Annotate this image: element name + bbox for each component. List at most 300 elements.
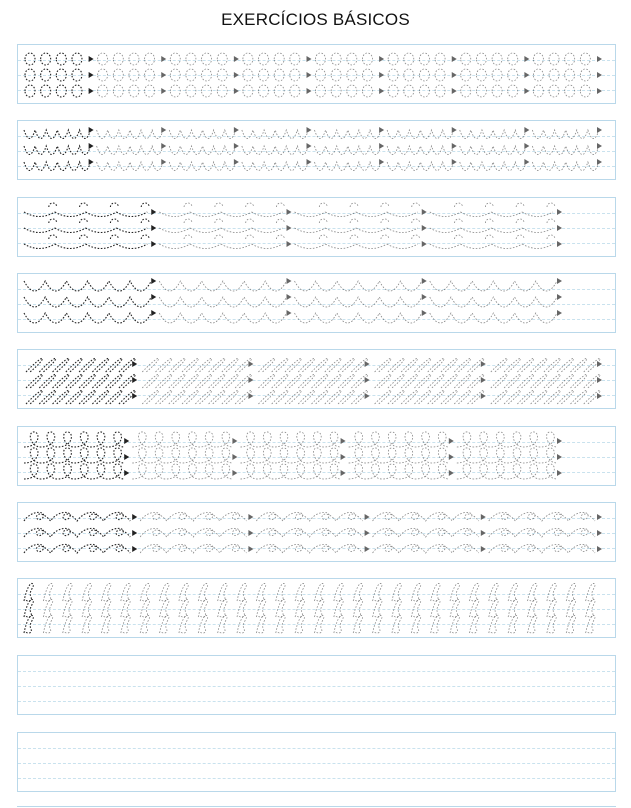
tracing-stroke: [547, 615, 556, 633]
tracing-stroke: [159, 235, 284, 249]
tracing-stroke: [388, 53, 445, 65]
direction-arrow: [151, 225, 156, 231]
tracing-stroke: [392, 615, 401, 633]
tracing-stroke: [532, 162, 599, 171]
direction-arrow: [232, 470, 237, 476]
direction-arrow: [379, 72, 384, 78]
tracing-stroke: [491, 390, 600, 404]
direction-arrow: [161, 143, 166, 149]
tracing-stroke: [121, 615, 130, 633]
direction-arrow: [287, 225, 292, 231]
tracing-stroke: [160, 615, 169, 633]
direction-arrow: [307, 159, 312, 165]
tracing-stroke: [240, 448, 340, 463]
tracing-stroke: [532, 130, 599, 139]
direction-arrow: [365, 361, 370, 367]
direction-arrow: [557, 454, 562, 460]
direction-arrow: [597, 393, 602, 399]
direction-arrow: [365, 393, 370, 399]
practice-band-2: [17, 120, 616, 180]
tracing-pattern: [18, 274, 615, 332]
tracing-stroke: [461, 85, 518, 97]
tracing-stroke: [528, 615, 537, 633]
tracing-stroke: [469, 599, 478, 617]
bottom-divider: [17, 806, 616, 807]
tracing-stroke: [276, 615, 285, 633]
tracing-stroke: [258, 358, 367, 372]
tracing-stroke: [159, 313, 286, 323]
direction-arrow: [89, 72, 94, 78]
direction-arrow: [449, 470, 454, 476]
direction-arrow: [597, 127, 602, 133]
tracing-stroke: [508, 615, 517, 633]
tracing-stroke: [24, 235, 149, 249]
tracing-stroke: [315, 583, 324, 601]
tracing-stroke: [457, 464, 557, 479]
tracing-stroke: [140, 544, 246, 553]
tracing-stroke: [489, 615, 498, 633]
tracing-stroke: [63, 583, 72, 601]
practice-band-7: [17, 502, 616, 562]
tracing-stroke: [491, 374, 600, 388]
direction-arrow: [422, 278, 427, 284]
practice-band-8: [17, 578, 616, 638]
tracing-stroke: [218, 599, 227, 617]
tracing-stroke: [373, 512, 479, 521]
tracing-stroke: [431, 583, 440, 601]
direction-arrow: [161, 88, 166, 94]
tracing-stroke: [353, 615, 362, 633]
direction-arrow: [452, 159, 457, 165]
tracing-stroke: [140, 599, 149, 617]
tracing-stroke: [316, 69, 373, 81]
direction-arrow: [365, 377, 370, 383]
tracing-stroke: [132, 448, 232, 463]
tracing-stroke: [25, 69, 82, 81]
tracing-stroke: [26, 374, 135, 388]
direction-arrow: [234, 143, 239, 149]
tracing-pattern: [18, 656, 615, 714]
practice-band-4: [17, 273, 616, 333]
direction-arrow: [151, 209, 156, 215]
tracing-stroke: [243, 53, 300, 65]
direction-arrow: [234, 56, 239, 62]
tracing-stroke: [179, 583, 188, 601]
tracing-stroke: [218, 583, 227, 601]
direction-arrow: [307, 88, 312, 94]
tracing-stroke: [256, 544, 362, 553]
tracing-stroke: [237, 599, 246, 617]
direction-arrow: [524, 127, 529, 133]
tracing-stroke: [469, 583, 478, 601]
direction-arrow: [132, 377, 137, 383]
tracing-pattern: [18, 503, 615, 561]
tracing-stroke: [243, 85, 300, 97]
tracing-stroke: [24, 313, 151, 323]
direction-arrow: [452, 72, 457, 78]
tracing-stroke: [373, 583, 382, 601]
tracing-stroke: [258, 374, 367, 388]
direction-arrow: [287, 278, 292, 284]
tracing-stroke: [169, 146, 236, 155]
tracing-stroke: [566, 583, 575, 601]
tracing-stroke: [179, 615, 188, 633]
direction-arrow: [481, 361, 486, 367]
tracing-stroke: [132, 464, 232, 479]
direction-arrow: [307, 143, 312, 149]
tracing-stroke: [295, 297, 422, 307]
direction-arrow: [248, 530, 253, 536]
tracing-stroke: [170, 85, 227, 97]
tracing-stroke: [430, 235, 555, 249]
direction-arrow: [597, 546, 602, 552]
direction-arrow: [557, 470, 562, 476]
direction-arrow: [557, 209, 562, 215]
direction-arrow: [452, 56, 457, 62]
tracing-stroke: [532, 146, 599, 155]
tracing-stroke: [469, 615, 478, 633]
tracing-stroke: [586, 615, 595, 633]
tracing-stroke: [142, 374, 251, 388]
tracing-stroke: [349, 448, 449, 463]
tracing-stroke: [142, 358, 251, 372]
direction-arrow: [89, 56, 94, 62]
direction-arrow: [481, 514, 486, 520]
tracing-stroke: [24, 203, 149, 217]
direction-arrow: [341, 438, 346, 444]
tracing-stroke: [24, 528, 130, 537]
tracing-stroke: [450, 599, 459, 617]
direction-arrow: [597, 159, 602, 165]
tracing-stroke: [97, 130, 164, 139]
tracing-stroke: [295, 203, 420, 217]
direction-arrow: [379, 143, 384, 149]
tracing-stroke: [24, 297, 151, 307]
tracing-stroke: [461, 69, 518, 81]
tracing-stroke: [140, 512, 246, 521]
tracing-stroke: [533, 53, 590, 65]
tracing-stroke: [457, 448, 557, 463]
tracing-stroke: [295, 281, 422, 291]
tracing-stroke: [218, 615, 227, 633]
tracing-stroke: [98, 69, 155, 81]
tracing-stroke: [508, 599, 517, 617]
tracing-stroke: [97, 146, 164, 155]
tracing-stroke: [142, 390, 251, 404]
direction-arrow: [481, 530, 486, 536]
direction-arrow: [557, 438, 562, 444]
direction-arrow: [89, 88, 94, 94]
tracing-stroke: [24, 432, 124, 447]
tracing-stroke: [24, 448, 124, 463]
tracing-stroke: [25, 53, 82, 65]
tracing-stroke: [411, 583, 420, 601]
direction-arrow: [89, 143, 94, 149]
tracing-stroke: [430, 297, 557, 307]
direction-arrow: [232, 454, 237, 460]
tracing-stroke: [373, 544, 479, 553]
tracing-stroke: [566, 599, 575, 617]
tracing-stroke: [586, 599, 595, 617]
tracing-pattern: [18, 45, 615, 103]
tracing-stroke: [43, 583, 52, 601]
tracing-stroke: [491, 358, 600, 372]
direction-arrow: [248, 393, 253, 399]
tracing-stroke: [24, 512, 130, 521]
tracing-pattern: [18, 733, 615, 791]
tracing-stroke: [489, 599, 498, 617]
direction-arrow: [151, 294, 156, 300]
tracing-pattern: [18, 579, 615, 637]
tracing-stroke: [430, 219, 555, 233]
direction-arrow: [234, 127, 239, 133]
tracing-stroke: [170, 69, 227, 81]
tracing-stroke: [237, 615, 246, 633]
direction-arrow: [234, 159, 239, 165]
tracing-stroke: [373, 599, 382, 617]
tracing-stroke: [160, 583, 169, 601]
tracing-stroke: [411, 615, 420, 633]
tracing-stroke: [430, 313, 557, 323]
tracing-stroke: [349, 432, 449, 447]
tracing-stroke: [82, 583, 91, 601]
direction-arrow: [597, 143, 602, 149]
tracing-stroke: [24, 464, 124, 479]
direction-arrow: [132, 514, 137, 520]
tracing-stroke: [528, 599, 537, 617]
tracing-stroke: [316, 85, 373, 97]
tracing-stroke: [258, 390, 367, 404]
direction-arrow: [232, 438, 237, 444]
direction-arrow: [151, 241, 156, 247]
tracing-stroke: [315, 599, 324, 617]
direction-arrow: [524, 143, 529, 149]
direction-arrow: [597, 377, 602, 383]
direction-arrow: [161, 159, 166, 165]
tracing-stroke: [295, 599, 304, 617]
tracing-stroke: [387, 130, 454, 139]
tracing-stroke: [373, 528, 479, 537]
tracing-stroke: [387, 162, 454, 171]
tracing-stroke: [375, 390, 484, 404]
tracing-stroke: [430, 203, 555, 217]
tracing-pattern: [18, 427, 615, 485]
tracing-stroke: [24, 162, 91, 171]
tracing-stroke: [242, 130, 309, 139]
tracing-stroke: [159, 281, 286, 291]
direction-arrow: [287, 310, 292, 316]
direction-arrow: [287, 241, 292, 247]
direction-arrow: [452, 88, 457, 94]
tracing-stroke: [450, 583, 459, 601]
tracing-stroke: [256, 512, 362, 521]
tracing-stroke: [547, 583, 556, 601]
direction-arrow: [524, 88, 529, 94]
tracing-stroke: [276, 599, 285, 617]
direction-arrow: [132, 546, 137, 552]
tracing-stroke: [179, 599, 188, 617]
tracing-stroke: [159, 297, 286, 307]
direction-arrow: [234, 72, 239, 78]
tracing-stroke: [392, 583, 401, 601]
tracing-stroke: [276, 583, 285, 601]
tracing-stroke: [528, 583, 537, 601]
tracing-stroke: [375, 358, 484, 372]
tracing-stroke: [457, 432, 557, 447]
tracing-stroke: [24, 544, 130, 553]
direction-arrow: [422, 294, 427, 300]
direction-arrow: [234, 88, 239, 94]
tracing-stroke: [460, 130, 527, 139]
tracing-stroke: [170, 53, 227, 65]
direction-arrow: [524, 72, 529, 78]
tracing-stroke: [198, 583, 207, 601]
tracing-stroke: [237, 583, 246, 601]
direction-arrow: [481, 546, 486, 552]
tracing-stroke: [82, 615, 91, 633]
tracing-pattern: [18, 350, 615, 408]
direction-arrow: [557, 310, 562, 316]
direction-arrow: [557, 241, 562, 247]
direction-arrow: [341, 470, 346, 476]
tracing-stroke: [388, 85, 445, 97]
tracing-stroke: [353, 599, 362, 617]
tracing-stroke: [430, 281, 557, 291]
tracing-stroke: [431, 615, 440, 633]
tracing-stroke: [242, 146, 309, 155]
direction-arrow: [422, 241, 427, 247]
direction-arrow: [597, 530, 602, 536]
direction-arrow: [248, 377, 253, 383]
direction-arrow: [422, 310, 427, 316]
direction-arrow: [452, 143, 457, 149]
tracing-stroke: [373, 615, 382, 633]
tracing-stroke: [198, 615, 207, 633]
tracing-stroke: [431, 599, 440, 617]
direction-arrow: [89, 159, 94, 165]
direction-arrow: [597, 88, 602, 94]
practice-band-3: [17, 197, 616, 257]
practice-band-6: [17, 426, 616, 486]
direction-arrow: [557, 294, 562, 300]
tracing-stroke: [411, 599, 420, 617]
tracing-stroke: [586, 583, 595, 601]
direction-arrow: [365, 514, 370, 520]
direction-arrow: [597, 72, 602, 78]
direction-arrow: [379, 56, 384, 62]
direction-arrow: [481, 377, 486, 383]
tracing-stroke: [256, 599, 265, 617]
direction-arrow: [557, 278, 562, 284]
direction-arrow: [597, 514, 602, 520]
tracing-stroke: [43, 599, 52, 617]
tracing-stroke: [242, 162, 309, 171]
tracing-stroke: [101, 599, 110, 617]
direction-arrow: [124, 438, 129, 444]
tracing-stroke: [315, 162, 382, 171]
tracing-stroke: [159, 219, 284, 233]
direction-arrow: [161, 56, 166, 62]
tracing-stroke: [160, 599, 169, 617]
tracing-stroke: [169, 130, 236, 139]
tracing-stroke: [97, 162, 164, 171]
direction-arrow: [365, 530, 370, 536]
direction-arrow: [248, 361, 253, 367]
tracing-stroke: [489, 544, 595, 553]
tracing-stroke: [24, 130, 91, 139]
tracing-stroke: [24, 219, 149, 233]
tracing-stroke: [82, 599, 91, 617]
direction-arrow: [132, 393, 137, 399]
tracing-stroke: [315, 615, 324, 633]
tracing-stroke: [240, 432, 340, 447]
tracing-stroke: [26, 358, 135, 372]
direction-arrow: [449, 438, 454, 444]
tracing-stroke: [566, 615, 575, 633]
tracing-stroke: [198, 599, 207, 617]
direction-arrow: [248, 546, 253, 552]
direction-arrow: [307, 56, 312, 62]
tracing-stroke: [25, 85, 82, 97]
tracing-stroke: [24, 583, 33, 601]
tracing-stroke: [334, 599, 343, 617]
tracing-stroke: [121, 599, 130, 617]
tracing-stroke: [295, 235, 420, 249]
direction-arrow: [365, 546, 370, 552]
direction-arrow: [124, 454, 129, 460]
direction-arrow: [452, 127, 457, 133]
tracing-stroke: [387, 146, 454, 155]
tracing-stroke: [24, 615, 33, 633]
direction-arrow: [379, 127, 384, 133]
tracing-stroke: [24, 599, 33, 617]
direction-arrow: [151, 310, 156, 316]
tracing-pattern: [18, 121, 615, 179]
direction-arrow: [132, 361, 137, 367]
tracing-stroke: [98, 53, 155, 65]
tracing-stroke: [295, 219, 420, 233]
tracing-stroke: [169, 162, 236, 171]
direction-arrow: [124, 470, 129, 476]
tracing-stroke: [140, 528, 246, 537]
tracing-stroke: [315, 146, 382, 155]
direction-arrow: [89, 127, 94, 133]
direction-arrow: [161, 127, 166, 133]
page-title: EXERCÍCIOS BÁSICOS: [221, 10, 410, 29]
tracing-stroke: [547, 599, 556, 617]
direction-arrow: [449, 454, 454, 460]
tracing-stroke: [159, 203, 284, 217]
practice-band-9: [17, 655, 616, 715]
tracing-stroke: [334, 615, 343, 633]
tracing-stroke: [240, 464, 340, 479]
tracing-stroke: [140, 615, 149, 633]
direction-arrow: [379, 88, 384, 94]
tracing-stroke: [533, 85, 590, 97]
tracing-stroke: [43, 615, 52, 633]
practice-band-1: [17, 44, 616, 104]
tracing-stroke: [256, 583, 265, 601]
tracing-stroke: [63, 615, 72, 633]
tracing-stroke: [256, 528, 362, 537]
tracing-stroke: [489, 512, 595, 521]
direction-arrow: [161, 72, 166, 78]
tracing-stroke: [315, 130, 382, 139]
tracing-stroke: [295, 583, 304, 601]
tracing-stroke: [98, 85, 155, 97]
direction-arrow: [307, 127, 312, 133]
tracing-stroke: [461, 53, 518, 65]
